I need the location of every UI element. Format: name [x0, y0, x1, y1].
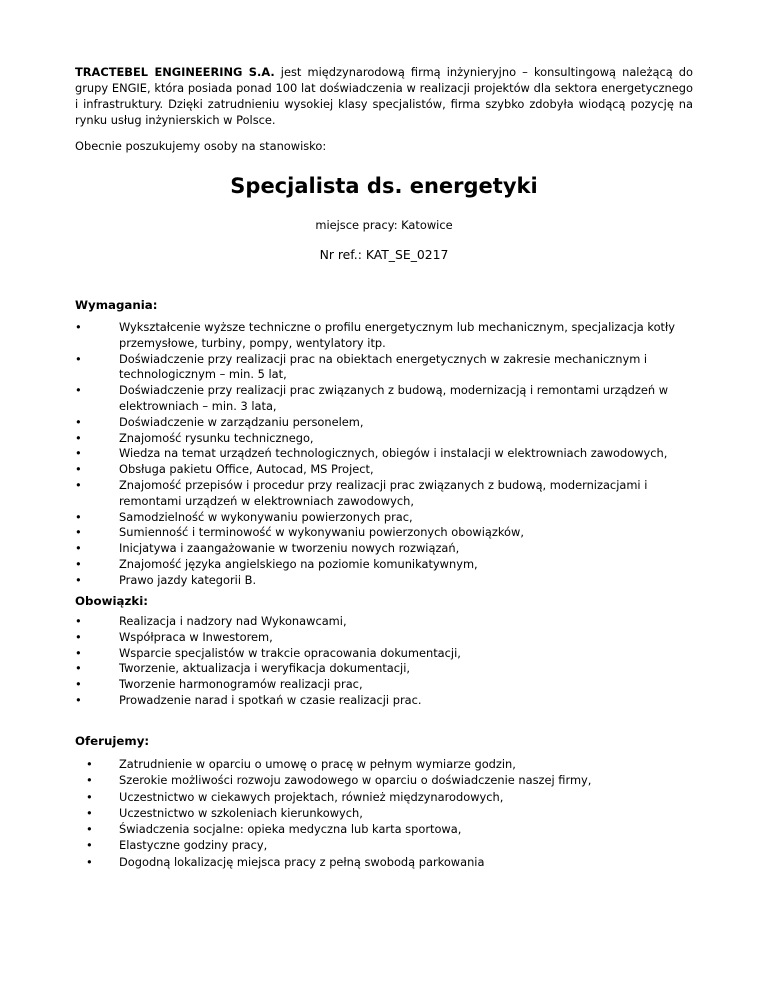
list-item-text: Doświadczenie przy realizacji prac na obiektach energetycznych w zakresie mechanicznym i technologicznym – min. 5 lat, [119, 351, 648, 382]
job-title: Specjalista ds. energetyki [230, 174, 538, 198]
list-item [75, 478, 695, 510]
list-item-text: Doświadczenie w zarządzaniu personelem, [119, 414, 364, 429]
list-item [75, 352, 695, 384]
list-item [75, 462, 695, 478]
list-item-text: Tworzenie, aktualizacja i weryfikacja dokumentacji, [119, 661, 410, 676]
list-item [86, 837, 706, 853]
bullet-icon: • [86, 757, 93, 771]
bullet-icon: • [75, 692, 82, 707]
bullet-icon: • [75, 477, 82, 492]
looking-for-text: Obecnie poszukujemy osoby na stanowisko: [75, 139, 327, 153]
list-item [75, 446, 695, 462]
list-item-text: Doświadczenie przy realizacji prac związanych z budową, modernizacją i remontami urządzeń w elektrowniach – min. 3 lata, [119, 383, 669, 413]
duties-heading: Obowiązki: [75, 594, 148, 608]
bullet-icon: • [75, 541, 82, 556]
bullet-icon: • [75, 677, 82, 692]
company-intro [75, 64, 693, 128]
list-item-text: Elastyczne godziny pracy, [119, 838, 268, 853]
bullet-icon: • [75, 446, 82, 461]
list-item [75, 525, 695, 541]
list-item [75, 693, 695, 709]
reference-number: Nr ref.: KAT_SE_0217 [319, 247, 449, 262]
list-item [86, 821, 706, 837]
list-item-text: Tworzenie harmonogramów realizacji prac, [119, 677, 363, 692]
list-item-text: Samodzielność w wykonywaniu powierzonych prac, [119, 509, 413, 524]
list-item-text: Inicjatywa i zaangażowanie w tworzeniu nowych rozwiązań, [119, 541, 460, 556]
bullet-icon: • [75, 414, 82, 429]
bullet-icon: • [75, 556, 82, 571]
list-item-text: Sumienność i terminowość w wykonywaniu powierzonych obowiązków, [119, 525, 524, 540]
list-item [75, 661, 695, 677]
list-item [86, 772, 706, 788]
bullet-icon: • [75, 525, 82, 540]
list-item-text: Znajomość przepisów i procedur przy realizacji prac związanych z budową, modernizacjami i remontami urządzeń w elektrowniach zawodowych, [119, 477, 648, 508]
duties-list [75, 614, 695, 709]
list-item [75, 557, 695, 573]
bullet-icon: • [86, 789, 93, 804]
bullet-icon: • [75, 462, 82, 477]
bullet-icon: • [75, 351, 82, 366]
list-item-text: Prowadzenie narad i spotkań w czasie realizacji prac. [119, 692, 422, 707]
bullet-icon: • [86, 838, 93, 853]
list-item [86, 805, 706, 821]
list-item-text: Dogodną lokalizację miejsca pracy z pełną swobodą parkowania [119, 854, 485, 869]
list-item [75, 431, 695, 447]
bullet-icon: • [86, 805, 93, 820]
bullet-icon: • [75, 572, 82, 587]
list-item-text: Uczestnictwo w ciekawych projektach, również międzynarodowych, [119, 789, 504, 804]
list-item [75, 646, 695, 662]
bullet-icon: • [75, 614, 82, 628]
company-description: jest międzynarodową firmą inżynieryjno – konsultingową należącą do grupy ENGIE, która posiada ponad 100 lat doświadczenia w realizacji projektów dla sektora energetycznego i infrastruktury. Dzięki zatrudnieniu wysokiej klasy specjalistów, firma szybko zdobyła wiodącą pozycję na rynku usług inżynierskich w Polsce. [75, 65, 693, 127]
list-item-text: Szerokie możliwości rozwoju zawodowego w oparciu o doświadczenie naszej firmy, [119, 773, 592, 788]
bullet-icon: • [75, 383, 82, 398]
list-item [75, 383, 695, 415]
list-item [86, 756, 706, 772]
list-item [75, 614, 695, 630]
company-name: TRACTEBEL ENGINEERING S.A. [75, 65, 275, 79]
bullet-icon: • [75, 509, 82, 524]
list-item [75, 320, 695, 352]
bullet-icon: • [86, 773, 93, 788]
bullet-icon: • [86, 822, 93, 837]
list-item-text: Wiedza na temat urządzeń technologicznych, obiegów i instalacji w elektrowniach zawodowych, [119, 446, 668, 461]
list-item [86, 854, 706, 870]
list-item [75, 510, 695, 526]
list-item-text: Zatrudnienie w oparciu o umowę o pracę w pełnym wymiarze godzin, [119, 757, 516, 771]
offer-heading: Oferujemy: [75, 734, 150, 748]
requirements-heading: Wymagania: [75, 298, 158, 312]
list-item-text: Znajomość rysunku technicznego, [119, 430, 314, 445]
bullet-icon: • [86, 854, 93, 869]
list-item-text: Wykształcenie wyższe techniczne o profilu energetycznym lub mechanicznym, specjalizacja kotły przemysłowe, turbiny, pompy, wentylatory itp. [119, 320, 675, 350]
bullet-icon: • [75, 320, 82, 334]
list-item-text: Współpraca w Inwestorem, [119, 629, 273, 644]
bullet-icon: • [75, 645, 82, 660]
list-item [75, 630, 695, 646]
job-location: miejsce pracy: Katowice [315, 218, 453, 232]
list-item-text: Prawo jazdy kategorii B. [119, 572, 257, 587]
list-item [86, 789, 706, 805]
list-item-text: Świadczenia socjalne: opieka medyczna lub karta sportowa, [119, 822, 462, 837]
list-item-text: Obsługa pakietu Office, Autocad, MS Project, [119, 462, 374, 477]
list-item [75, 677, 695, 693]
list-item [75, 573, 695, 589]
requirements-list [75, 320, 695, 589]
list-item-text: Realizacja i nadzory nad Wykonawcami, [119, 614, 347, 628]
list-item-text: Znajomość języka angielskiego na poziomie komunikatywnym, [119, 556, 478, 571]
list-item-text: Uczestnictwo w szkoleniach kierunkowych, [119, 805, 363, 820]
list-item-text: Wsparcie specjalistów w trakcie opracowania dokumentacji, [119, 645, 461, 660]
list-item [75, 541, 695, 557]
bullet-icon: • [75, 430, 82, 445]
list-item [75, 415, 695, 431]
offer-list [86, 756, 706, 870]
bullet-icon: • [75, 629, 82, 644]
bullet-icon: • [75, 661, 82, 676]
